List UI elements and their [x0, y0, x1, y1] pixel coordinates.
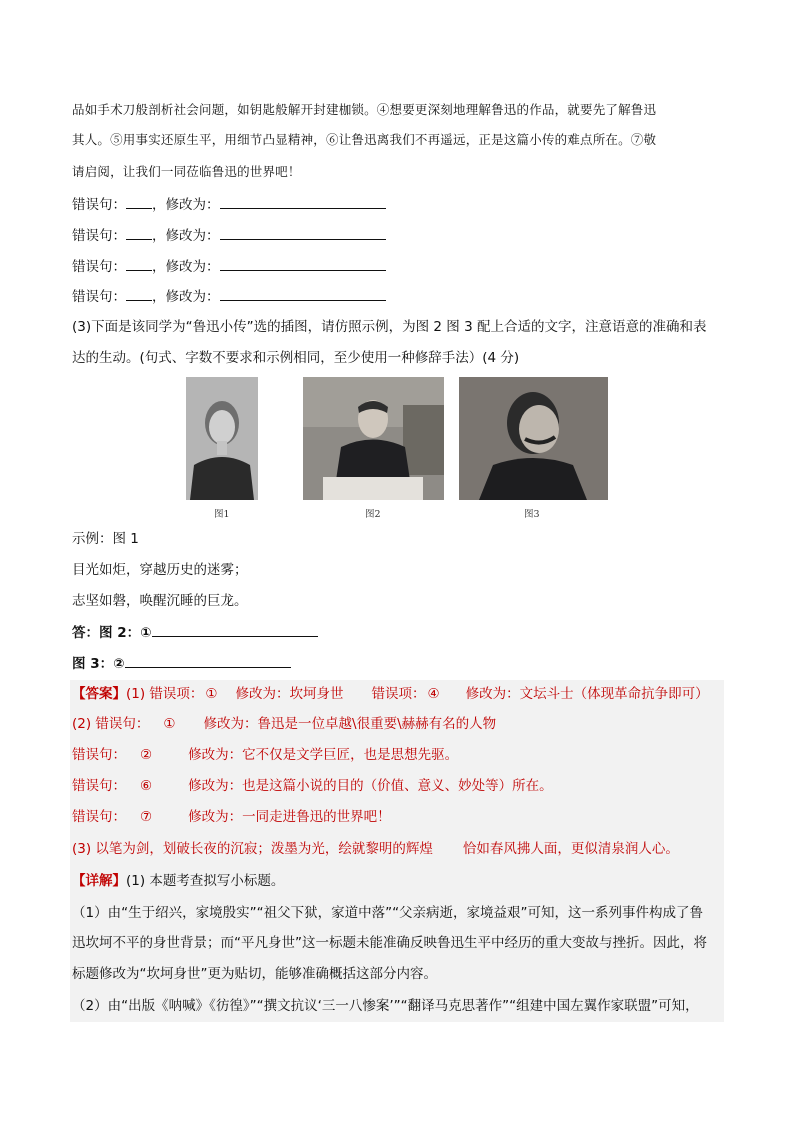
circled-number: ① [205, 686, 218, 702]
answer-prompt-fig3 [72, 654, 291, 673]
answer-blank-fig2[interactable] [152, 623, 318, 637]
example-label: 示例：图 1 [72, 531, 139, 547]
modify-label: ，修改为： [152, 228, 220, 244]
figure-caption: 图1 [214, 509, 230, 520]
circled-number: ⑥ [140, 778, 153, 794]
answer-prompt-label: 答：图 2：① [72, 625, 152, 641]
modify-blank[interactable] [220, 226, 386, 240]
error-label: 错误句： [72, 289, 126, 305]
answer-row-1: 【答案】(1) 错误项： ① 修改为：坎坷身世 错误项： ④ 修改为：文坛斗士（体现革命抗争即可） [72, 686, 709, 702]
passage-line: 其人。⑤用事实还原生平，用细节凸显精神，⑥让鲁迅离我们不再遥远，正是这篇小传的难点所在。⑦敬 [72, 132, 657, 147]
error-row [72, 195, 386, 214]
example-line: 目光如炬，穿越历史的迷雾； [72, 562, 248, 578]
error-number-blank[interactable] [126, 287, 152, 301]
detail-row-0: 【详解】(1) 本题考查拟写小标题。 [72, 873, 285, 889]
error-row [72, 287, 386, 306]
error-label: 错误句： [72, 197, 126, 213]
modify-label: ，修改为： [152, 289, 220, 305]
answer-row-6: (3) 以笔为剑，划破长夜的沉寂；泼墨为光，绘就黎明的辉煌 恰如春风拂人面，更似清泉润人心。 [72, 841, 679, 857]
portrait-photo-2 [303, 377, 444, 500]
figure-caption: 图2 [365, 509, 381, 520]
detail-line: 迅坎坷不平的身世背景；而“平凡身世”这一标题未能准确反映鲁迅生平中经历的重大变故与挫折。因此，将 [72, 935, 707, 951]
circled-number: ① [163, 716, 176, 732]
modify-label: ，修改为： [152, 259, 220, 275]
error-label: 错误句： [72, 228, 126, 244]
question-line: 达的生动。(句式、字数不要求和示例相同，至少使用一种修辞手法）(4 分) [72, 350, 520, 366]
modify-label: ，修改为： [152, 197, 220, 213]
portrait-photo-3 [459, 377, 608, 500]
detail-tag: 【详解】 [72, 873, 126, 889]
answer-blank-fig3[interactable] [125, 654, 291, 668]
figure-caption: 图3 [524, 509, 540, 520]
circled-number: ⑦ [140, 809, 153, 825]
error-number-blank[interactable] [126, 257, 152, 271]
error-row [72, 226, 386, 245]
question-line: (3)下面是该同学为“鲁迅小传”选的插图，请仿照示例，为图 2 图 3 配上合适的文字，注意语意的准确和表 [72, 319, 707, 335]
modify-blank[interactable] [220, 287, 386, 301]
answer-prompt-label: 图 3：② [72, 656, 125, 672]
modify-blank[interactable] [220, 257, 386, 271]
answer-row-2: (2) 错误句： ① 修改为：鲁迅是一位卓越\很重要\赫赫有名的人物 [72, 716, 497, 732]
error-number-blank[interactable] [126, 195, 152, 209]
passage-line: 品如手术刀般剖析社会问题，如钥匙般解开封建枷锁。④想要更深刻地理解鲁迅的作品，就要先了解鲁迅 [72, 102, 657, 117]
error-row [72, 257, 386, 276]
detail-line: 标题修改为“坎坷身世”更为贴切，能够准确概括这部分内容。 [72, 966, 437, 982]
error-number-blank[interactable] [126, 226, 152, 240]
answer-tag: 【答案】 [72, 686, 126, 702]
detail-line: （2）由“出版《呐喊》《彷徨》”“撰文抗议‘三一八惨案’”“翻译马克思著作”“组建中国左翼作家联盟”可知， [72, 998, 699, 1014]
answer-row-3: 错误句： ② 修改为：它不仅是文学巨匠，也是思想先驱。 [72, 747, 459, 763]
error-label: 错误句： [72, 259, 126, 275]
example-line: 志坚如磐，唤醒沉睡的巨龙。 [72, 593, 248, 609]
passage-line: 请启阅，让我们一同莅临鲁迅的世界吧！ [72, 164, 301, 179]
detail-line: （1）由“生于绍兴，家境殷实”“祖父下狱，家道中落”“父亲病逝，家境益艰”可知，这一系列事件构成了鲁 [72, 905, 704, 921]
circled-number: ② [140, 747, 153, 763]
circled-number: ④ [427, 686, 440, 702]
answer-prompt-fig2 [72, 623, 318, 642]
portrait-photo-1 [186, 377, 258, 500]
modify-blank[interactable] [220, 195, 386, 209]
answer-row-5: 错误句： ⑦ 修改为：一同走进鲁迅的世界吧！ [72, 809, 391, 825]
answer-row-4: 错误句： ⑥ 修改为：也是这篇小说的目的（价值、意义、妙处等）所在。 [72, 778, 553, 794]
